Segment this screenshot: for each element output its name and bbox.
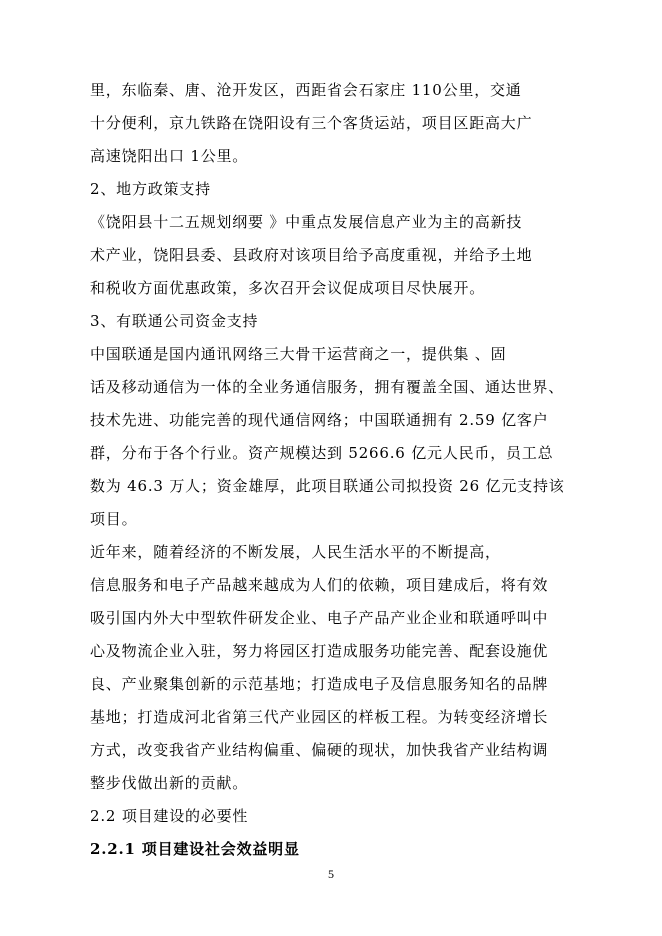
body-text-line: 方式，改变我省产业结构偏重、偏硬的现状，加快我省产业结构调: [90, 741, 549, 759]
body-text-line: 心及物流企业入驻，努力将园区打造成服务功能完善、配套设施优: [90, 642, 549, 660]
body-text-line: 十分便利，京九铁路在饶阳设有三个客货运站，项目区距高大广: [90, 114, 533, 132]
body-text-line: 近年来，随着经济的不断发展，人民生活水平的不断提高，: [90, 543, 501, 561]
body-text-line: 中国联通是国内通讯网络三大骨干运营商之一，提供集 、固: [90, 345, 507, 363]
body-text-line: 里，东临秦、唐、沧开发区，西距省会石家庄 110公里，交通: [90, 81, 522, 99]
subsection-heading-2-2-1: 2.2.1 项目建设社会效益明显: [90, 840, 300, 858]
body-text-line: 群，分布于各个行业。资产规模达到 5266.6 亿元人民币，员工总: [90, 444, 554, 462]
body-text-line: 整步伐做出新的贡献。: [90, 774, 249, 792]
body-text-line: 和税收方面优惠政策，多次召开会议促成项目尽快展开。: [90, 279, 486, 297]
body-text-line: 吸引国内外大中型软件研发企业、电子产品产业企业和联通呼叫中: [90, 609, 549, 627]
body-text-line: 信息服务和电子产品越来越成为人们的依赖，项目建成后，将有效: [90, 576, 549, 594]
body-text-line: 高速饶阳出口 1公里。: [90, 147, 249, 165]
section-heading: 3、有联通公司资金支持: [90, 312, 259, 330]
body-text-line: 项目。: [90, 510, 138, 528]
body-text-line: 基地；打造成河北省第三代产业园区的样板工程。为转变经济增长: [90, 708, 549, 726]
body-text-line: 良、产业聚集创新的示范基地；打造成电子及信息服务知名的品牌: [90, 675, 549, 693]
body-text-line: 数为 46.3 万人；资金雄厚，此项目联通公司拟投资 26 亿元支持该: [90, 477, 565, 495]
body-text-line: 《饶阳县十二五规划纲要 》中重点发展信息产业为主的高新技: [90, 213, 523, 231]
body-text-line: 话及移动通信为一体的全业务通信服务，拥有覆盖全国、通达世界、: [90, 378, 565, 396]
body-text-line: 术产业，饶阳县委、县政府对该项目给予高度重视，并给予土地: [90, 246, 533, 264]
page-number: 5: [328, 867, 334, 881]
body-text-line: 技术先进、功能完善的现代通信网络；中国联通拥有 2.59 亿客户: [90, 411, 549, 429]
section-heading: 2、地方政策支持: [90, 180, 211, 198]
section-heading-2-2: 2.2 项目建设的必要性: [90, 807, 249, 825]
